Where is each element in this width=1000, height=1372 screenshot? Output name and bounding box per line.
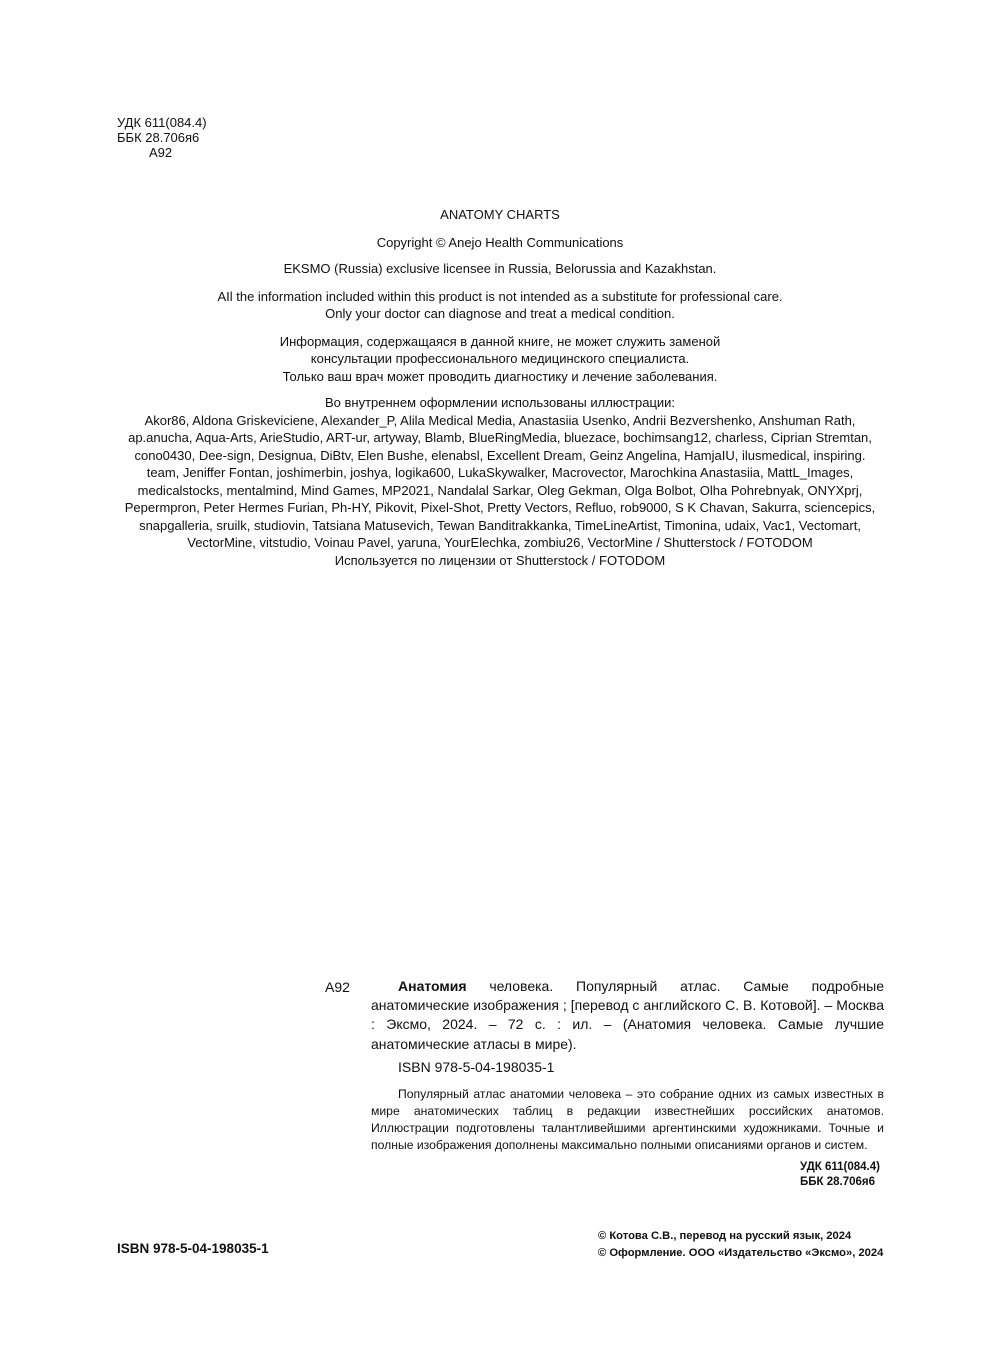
catalog-card-udk: УДК 611(084.4) (800, 1161, 880, 1173)
illustrators-line: Pepermpron, Peter Hermes Furian, Ph-HY, Pikovit, Pixel-Shot, Pretty Vectors, Refluo, rob9000, S K Chavan, Sakurra, sciencepics, (124, 500, 876, 515)
disclaimer-en-line: Only your doctor can diagnose and treat a medical condition. (325, 306, 675, 321)
footer-isbn: ISBN 978-5-04-198035-1 (117, 1241, 269, 1256)
catalog-card-code: А92 (325, 979, 350, 995)
disclaimer-ru-line: Только ваш врач может проводить диагностику и лечение заболевания. (282, 368, 718, 384)
catalog-card-text: человека. Популярный атлас. Самые подробные анатомические изображения ; [перевод с английского С. В. Котовой]. – Москва : Эксмо, 2024. – 72 с. : ил. – (Анатомия человека. Самые лучшие анатомические атласы в мире). (371, 978, 884, 1052)
catalog-card-isbn: ISBN 978-5-04-198035-1 (398, 1059, 555, 1075)
bbk-code: ББК 28.706я6 (117, 130, 200, 145)
copyright-design: © Оформление. ООО «Издательство «Эксмо», 2024 (598, 1247, 884, 1259)
illustrators-line: ap.anucha, Aqua-Arts, ArieStudio, ART-ur, artyway, Blamb, BlueRingMedia, bluezace, bochimsang12, charless, Ciprian Stremtan, (128, 430, 872, 445)
copyright-translation: © Котова С.В., перевод на русский язык, 2024 (598, 1230, 852, 1242)
illustrators-line: Akor86, Aldona Griskeviciene, Alexander_P, Alila Medical Media, Anastasiia Usenko, Andrii Bezvershenko, Anshuman Rath, (144, 412, 856, 428)
catalog-card-bbk: ББК 28.706я6 (800, 1176, 876, 1188)
catalog-card-classification (700, 1160, 878, 1190)
illustrators-line: VectorMine, vitstudio, Voinau Pavel, yaruna, YourElechka, zombiu26, VectorMine / Shutterstock / FOTODOM (187, 535, 813, 550)
catalog-card-description (371, 977, 884, 1054)
credits-block (100, 206, 900, 569)
disclaimer-ru-line: Информация, содержащаяся в данной книге, не может служить заменой (279, 333, 721, 349)
illustrations-heading: Во внутреннем оформлении использованы иллюстрации: (324, 395, 676, 410)
illustrators-line: cono0430, Dee-sign, Designua, DiBtv, Elen Bushe, elenabsl, Excellent Dream, Geinz Angelina, HamjaIU, ilusmedical, inspiring. (134, 447, 866, 463)
udk-code: УДК 611(084.4) (117, 115, 207, 130)
licensee-line: EKSMO (Russia) exclusive licensee in Russia, Belorussia and Kazakhstan. (283, 261, 717, 276)
classification-top (117, 115, 207, 160)
disclaimer-ru-line: консультации профессионального медицинского специалиста. (310, 351, 690, 366)
license-note: Используется по лицензии от Shutterstock / FOTODOM (334, 552, 666, 568)
illustrators-line: snapgalleria, sruilk, studiovin, Tatsiana Matusevich, Tewan Banditrakkanka, TimeLineArtist, Timonina, udaix, Vac1, Vectomart, (139, 517, 861, 533)
annotation-text: Популярный атлас анатомии человека – это собрание одних из самых известных в мире анатомических таблиц в редакции известнейших российских анатомов. Иллюстрации подготовлены талантливейшими аргентинскими художниками. Точные и полные изображения дополнены максимально полными описаниями органов и систем. (371, 1087, 884, 1152)
catalog-card-title: Анатомия (398, 978, 467, 994)
illustrators-line: medicalstocks, mentalmind, Mind Games, MP2021, Nandalal Sarkar, Oleg Gekman, Olga Bolbot, Olha Pohrebnyak, ONYXprj, (137, 482, 863, 498)
author-mark: А92 (149, 145, 173, 160)
disclaimer-en-line: AIl the information included within this product is not intended as a substitute for professional care. (217, 288, 783, 304)
copyright-line: Copyright © Anejo Health Communications (376, 234, 624, 250)
illustrators-line: team, Jeniffer Fontan, joshimerbin, joshya, logika600, LukaSkywalker, Macrovector, Marochkina Anastasiia, MattL_Images, (146, 465, 854, 480)
original-title: ANATOMY CHARTS (440, 207, 560, 222)
catalog-card-annotation (371, 1086, 884, 1154)
footer-copyrights (598, 1228, 883, 1262)
